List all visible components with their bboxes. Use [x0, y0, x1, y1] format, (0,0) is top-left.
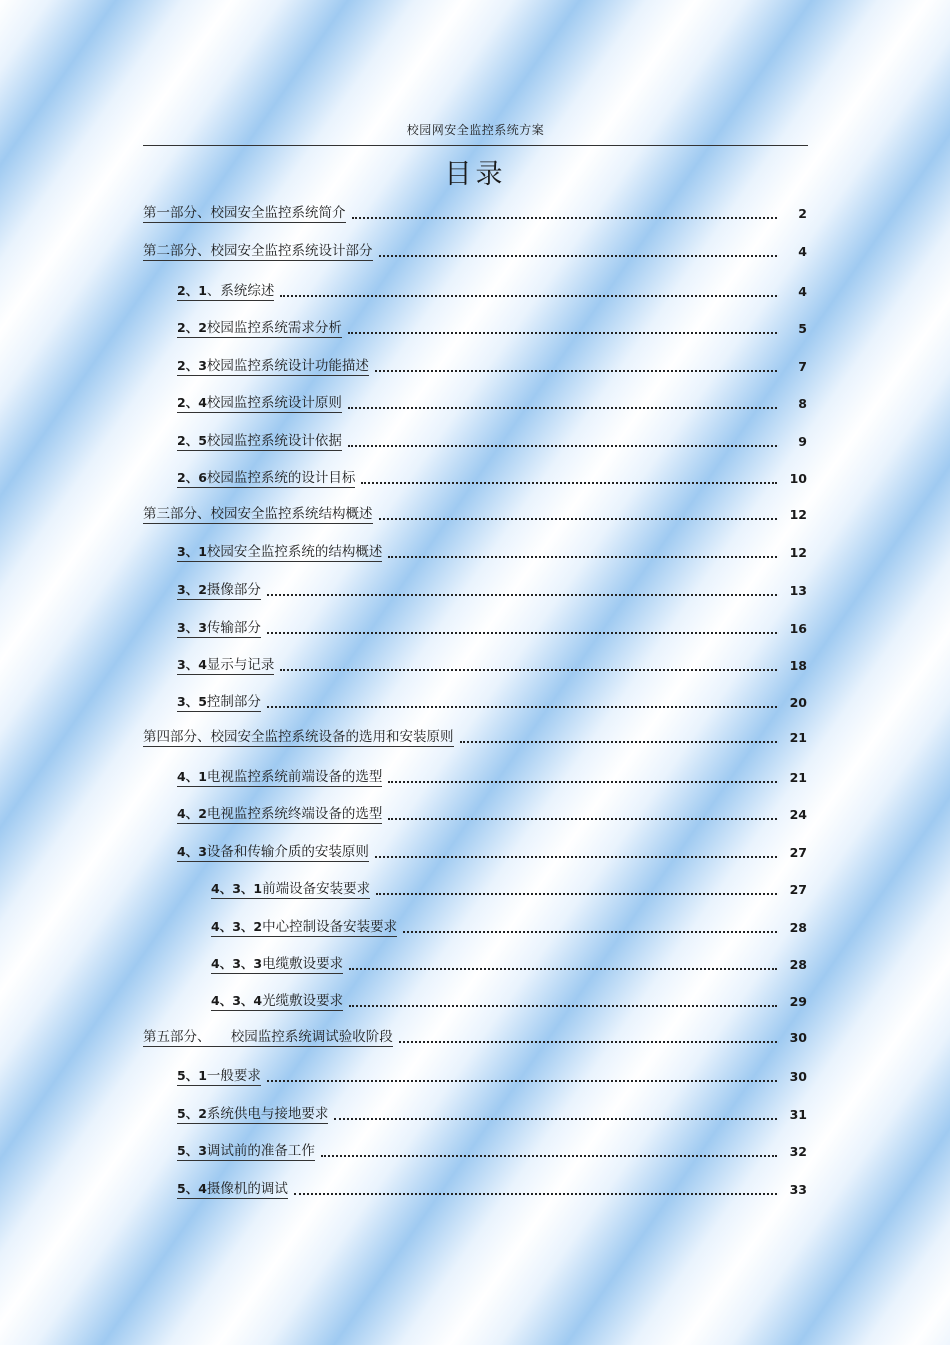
toc-entry-label[interactable]	[211, 956, 343, 974]
toc-page-number: 12	[789, 507, 807, 522]
toc-dot-leader	[399, 1041, 777, 1043]
toc-entry-label[interactable]	[177, 806, 382, 824]
toc-entry-number: 4、3	[177, 844, 207, 859]
toc-entry-text: 控制部分	[206, 694, 261, 710]
toc-entry[interactable]	[177, 542, 807, 562]
toc-entry[interactable]	[177, 431, 807, 451]
toc-entry-label[interactable]	[177, 620, 261, 638]
toc-entry[interactable]	[177, 655, 807, 675]
toc-page-number: 30	[789, 1030, 807, 1045]
toc-page-number: 21	[789, 730, 807, 745]
toc-dot-leader	[375, 856, 777, 858]
toc-dot-leader	[379, 518, 778, 520]
toc-page-number: 2	[798, 206, 807, 221]
toc-entry-label[interactable]	[143, 243, 373, 261]
toc-dot-leader	[334, 1118, 777, 1120]
toc-entry[interactable]	[177, 804, 807, 824]
toc-dot-leader	[267, 1080, 777, 1082]
toc-entry[interactable]	[177, 393, 807, 413]
toc-entry-number: 4、1	[177, 769, 207, 784]
toc-dot-leader	[280, 295, 777, 297]
toc-page-number: 32	[789, 1144, 807, 1159]
toc-entry-label[interactable]	[177, 1143, 315, 1161]
toc-dot-leader	[376, 893, 777, 895]
toc-page-number: 28	[789, 957, 807, 972]
toc-entry-label[interactable]	[177, 1181, 288, 1199]
toc-entry-text: 校园监控系统设计功能描述	[206, 358, 369, 374]
toc-dot-leader	[267, 632, 777, 634]
toc-page-number: 20	[789, 695, 807, 710]
toc-entry-text: 、系统综述	[206, 283, 275, 299]
toc-entry-text: 校园监控系统的设计目标	[206, 470, 356, 486]
toc-page-number: 24	[789, 807, 807, 822]
toc-title: 目录	[444, 159, 507, 190]
toc-entry[interactable]	[177, 1141, 807, 1161]
toc-entry-text: 电视监控系统终端设备的选型	[206, 806, 383, 822]
toc-entry-number: 5、1	[177, 1068, 207, 1083]
toc-page-number: 13	[789, 583, 807, 598]
page-header: 校园网安全监控系统方案	[406, 123, 545, 137]
toc-entry[interactable]	[177, 842, 807, 862]
toc-entry-label[interactable]	[211, 919, 397, 937]
toc-page-number: 28	[789, 920, 807, 935]
toc-entry-text: 摄像部分	[206, 582, 261, 598]
toc-page-number: 30	[789, 1069, 807, 1084]
toc-entry-number: 3、5	[177, 694, 207, 709]
toc-entry-number: 3、4	[177, 657, 207, 672]
toc-entry-text: 电视监控系统前端设备的选型	[206, 769, 383, 785]
toc-entry-label[interactable]	[177, 657, 274, 675]
toc-entry-label[interactable]	[177, 694, 261, 712]
toc-page-number: 29	[789, 994, 807, 1009]
toc-entry-number: 2、3	[177, 358, 207, 373]
toc-entry-label[interactable]	[143, 729, 454, 747]
toc-dot-leader	[321, 1155, 777, 1157]
toc-entry[interactable]	[211, 991, 807, 1011]
toc-entry-number: 5、3	[177, 1143, 207, 1158]
toc-entry-label[interactable]	[177, 470, 355, 488]
toc-entry-text: 第四部分、校园安全监控系统设备的选用和安装原则	[143, 729, 454, 745]
toc-entry[interactable]	[143, 504, 807, 524]
toc-dot-leader	[361, 482, 777, 484]
toc-entry-label[interactable]	[177, 544, 382, 562]
toc-entry-label[interactable]	[177, 1106, 328, 1124]
toc-entry-text: 第一部分、校园安全监控系统简介	[143, 205, 346, 221]
toc-entry-text: 第五部分、 校园监控系统调试验收阶段	[143, 1029, 393, 1045]
toc-entry-number: 4、3、2	[211, 919, 263, 934]
toc-entry-number: 4、3、3	[211, 956, 263, 971]
toc-entry-label[interactable]	[143, 1029, 393, 1047]
toc-entry[interactable]	[143, 241, 807, 261]
toc-entry[interactable]	[211, 954, 807, 974]
toc-dot-leader	[267, 594, 777, 596]
toc-page-number: 27	[789, 882, 807, 897]
toc-entry[interactable]	[143, 727, 807, 747]
toc-entry-text: 传输部分	[206, 620, 261, 636]
toc-entry-text: 校园安全监控系统的结构概述	[206, 544, 383, 560]
toc-page-number: 12	[789, 545, 807, 560]
toc-entry-text: 第三部分、校园安全监控系统结构概述	[143, 506, 373, 522]
toc-entry-text: 系统供电与接地要求	[206, 1106, 329, 1122]
toc-dot-leader	[375, 370, 777, 372]
toc-entry-text: 摄像机的调试	[206, 1181, 288, 1197]
toc-entry-label[interactable]	[177, 320, 342, 338]
toc-entry[interactable]	[177, 356, 807, 376]
toc-entry-number: 2、4	[177, 395, 207, 410]
toc-entry-label[interactable]	[177, 844, 369, 862]
toc-page-number: 7	[798, 359, 807, 374]
toc-entry[interactable]	[211, 917, 807, 937]
toc-entry-text: 校园监控系统需求分析	[206, 320, 342, 336]
toc-entry-number: 2、5	[177, 433, 207, 448]
toc-entry[interactable]	[177, 318, 807, 338]
toc-entry-label[interactable]	[177, 283, 274, 301]
toc-dot-leader	[348, 407, 777, 409]
toc-entry[interactable]	[177, 1066, 807, 1086]
toc-entry-text: 中心控制设备安装要求	[262, 919, 398, 935]
toc-page-number: 31	[789, 1107, 807, 1122]
toc-page-number: 27	[789, 845, 807, 860]
toc-entry-label[interactable]	[143, 205, 346, 223]
toc-page-number: 10	[789, 471, 807, 486]
toc-entry-text: 显示与记录	[206, 657, 275, 673]
toc-entry-label[interactable]	[177, 395, 342, 413]
toc-entry-text: 校园监控系统设计依据	[206, 433, 342, 449]
toc-dot-leader	[388, 818, 777, 820]
toc-dot-leader	[348, 445, 777, 447]
toc-dot-leader	[388, 781, 777, 783]
toc-entry-text: 第二部分、校园安全监控系统设计部分	[143, 243, 373, 259]
toc-entry[interactable]	[211, 879, 807, 899]
toc-entry-text: 电缆敷设要求	[262, 956, 344, 972]
toc-entry-label[interactable]	[143, 506, 373, 524]
toc-page-number: 8	[798, 396, 807, 411]
toc-page-number: 9	[798, 434, 807, 449]
toc-page-number: 4	[798, 284, 807, 299]
toc-entry-text: 设备和传输介质的安装原则	[206, 844, 369, 860]
toc-dot-leader	[267, 706, 777, 708]
toc-entry-text: 一般要求	[206, 1068, 261, 1084]
toc-page-number: 4	[798, 244, 807, 259]
toc-page-number: 16	[789, 621, 807, 636]
toc-page-number: 5	[798, 321, 807, 336]
toc-dot-leader	[403, 931, 777, 933]
toc-entry-number: 5、2	[177, 1106, 207, 1121]
toc-dot-leader	[460, 741, 778, 743]
toc-dot-leader	[348, 332, 777, 334]
toc-entry-label[interactable]	[211, 881, 370, 899]
toc-entry-number: 3、2	[177, 582, 207, 597]
toc-entry-text: 校园监控系统设计原则	[206, 395, 342, 411]
toc-entry-number: 4、3、1	[211, 881, 263, 896]
toc-entry-number: 3、3	[177, 620, 207, 635]
toc-entry-label[interactable]	[177, 582, 261, 600]
toc-entry-text: 前端设备安装要求	[262, 881, 371, 897]
toc-entry-number: 4、2	[177, 806, 207, 821]
toc-dot-leader	[294, 1193, 777, 1195]
toc-entry[interactable]	[177, 580, 807, 600]
toc-page-number: 18	[789, 658, 807, 673]
toc-entry-label[interactable]	[177, 358, 369, 376]
toc-entry-number: 4、3、4	[211, 993, 263, 1008]
toc-page-number: 21	[789, 770, 807, 785]
toc-dot-leader	[349, 1005, 777, 1007]
toc-entry-number: 2、6	[177, 470, 207, 485]
toc-dot-leader	[349, 968, 777, 970]
toc-entry-number: 5、4	[177, 1181, 207, 1196]
toc-entry[interactable]	[177, 468, 807, 488]
toc-entry-label[interactable]	[177, 433, 342, 451]
toc-entry-label[interactable]	[177, 1068, 261, 1086]
toc-dot-leader	[388, 556, 777, 558]
toc-entry-number: 3、1	[177, 544, 207, 559]
toc-entry[interactable]	[143, 203, 807, 223]
toc-entry[interactable]	[177, 281, 807, 301]
toc-entry-label[interactable]	[211, 993, 343, 1011]
header-divider	[143, 145, 808, 146]
toc-entry-text: 光缆敷设要求	[262, 993, 344, 1009]
toc-entry[interactable]	[177, 767, 807, 787]
toc-page-number: 33	[789, 1182, 807, 1197]
toc-dot-leader	[352, 217, 778, 219]
toc-dot-leader	[280, 669, 777, 671]
toc-entry[interactable]	[177, 692, 807, 712]
toc-entry-number: 2、2	[177, 320, 207, 335]
toc-dot-leader	[379, 255, 778, 257]
toc-entry[interactable]	[143, 1027, 807, 1047]
toc-entry[interactable]	[177, 1179, 807, 1199]
toc-entry-label[interactable]	[177, 769, 382, 787]
toc-entry[interactable]	[177, 618, 807, 638]
toc-entry-number: 2、1	[177, 283, 207, 298]
toc-entry[interactable]	[177, 1104, 807, 1124]
toc-entry-text: 调试前的准备工作	[206, 1143, 315, 1159]
